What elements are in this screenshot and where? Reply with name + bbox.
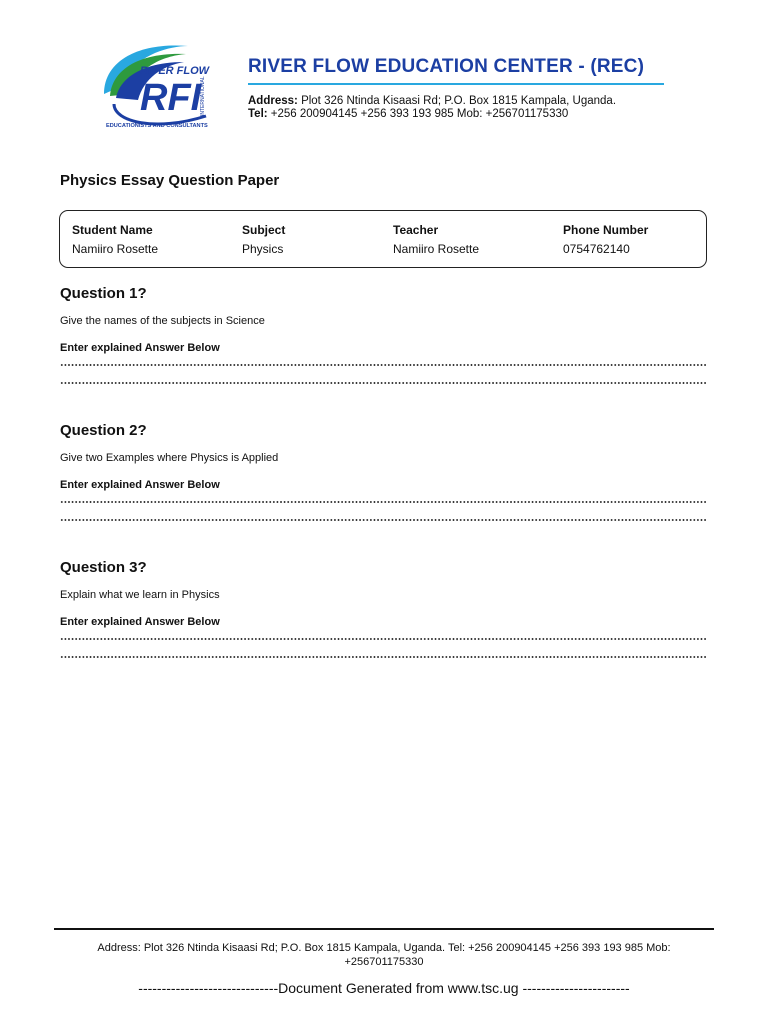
answer-line[interactable] — [60, 652, 706, 662]
footer-divider — [54, 928, 714, 930]
student-name-value: Namiiro Rosette — [72, 242, 159, 256]
address-label: Address: — [248, 95, 298, 107]
paper-title: Physics Essay Question Paper — [60, 172, 280, 189]
question-block-1 — [60, 285, 706, 388]
rfi-logo — [96, 38, 236, 130]
logo-sub-text: INTERNATIONAL — [200, 76, 206, 116]
student-name-label: Student Name — [72, 223, 153, 237]
tel-value: +256 200904145 +256 393 193 985 Mob: +256701175330 — [270, 108, 569, 120]
header-address-line — [248, 95, 616, 107]
tel-label: Tel: — [248, 108, 268, 120]
phone-label: Phone Number — [563, 223, 649, 237]
answer-label: Enter explained Answer Below — [60, 616, 220, 628]
question-title: Question 1? — [60, 285, 147, 302]
question-block-2 — [60, 422, 706, 525]
subject-label: Subject — [242, 223, 286, 237]
teacher-value: Namiiro Rosette — [393, 242, 480, 256]
footer-address: Address: Plot 326 Ntinda Kisaasi Rd; P.O. Box 1815 Kampala, Uganda. Tel: +256 200904145 +256 393 193 985 Mob: +256701175330 — [97, 942, 671, 968]
question-block-3 — [60, 559, 706, 662]
student-info-box — [59, 210, 707, 268]
answer-line[interactable] — [60, 378, 706, 388]
org-name: RIVER FLOW EDUCATION CENTER - (REC) — [248, 56, 645, 77]
logo-brand-text: RIVER FLOW — [140, 65, 210, 77]
title-underline — [248, 83, 664, 85]
logo-tagline: EDUCATIONISTS AND CONSULTANTS — [106, 123, 208, 129]
phone-value: 0754762140 — [563, 242, 630, 256]
question-title: Question 2? — [60, 422, 147, 439]
answer-line[interactable] — [60, 515, 706, 525]
student-name-column — [72, 223, 158, 256]
answer-label: Enter explained Answer Below — [60, 342, 220, 354]
phone-column — [563, 223, 648, 256]
header-tel-line — [248, 108, 568, 120]
logo-initials: RFI — [140, 77, 202, 119]
address-value: Plot 326 Ntinda Kisaasi Rd; P.O. Box 1815 Kampala, Uganda. — [301, 95, 617, 107]
answer-line[interactable] — [60, 497, 706, 507]
answer-line[interactable] — [60, 360, 706, 370]
subject-value: Physics — [242, 242, 284, 256]
question-title: Question 3? — [60, 559, 147, 576]
subject-column — [242, 223, 285, 256]
document-generated-note: ------------------------------Document Generated from www.tsc.ug ----------------------- — [138, 980, 630, 996]
question-text: Give two Examples where Physics is Applied — [60, 452, 279, 464]
teacher-column — [393, 223, 479, 256]
answer-label: Enter explained Answer Below — [60, 479, 220, 491]
question-text: Explain what we learn in Physics — [60, 589, 220, 601]
answer-line[interactable] — [60, 634, 706, 644]
question-text: Give the names of the subjects in Science — [60, 315, 265, 327]
teacher-label: Teacher — [393, 223, 439, 237]
